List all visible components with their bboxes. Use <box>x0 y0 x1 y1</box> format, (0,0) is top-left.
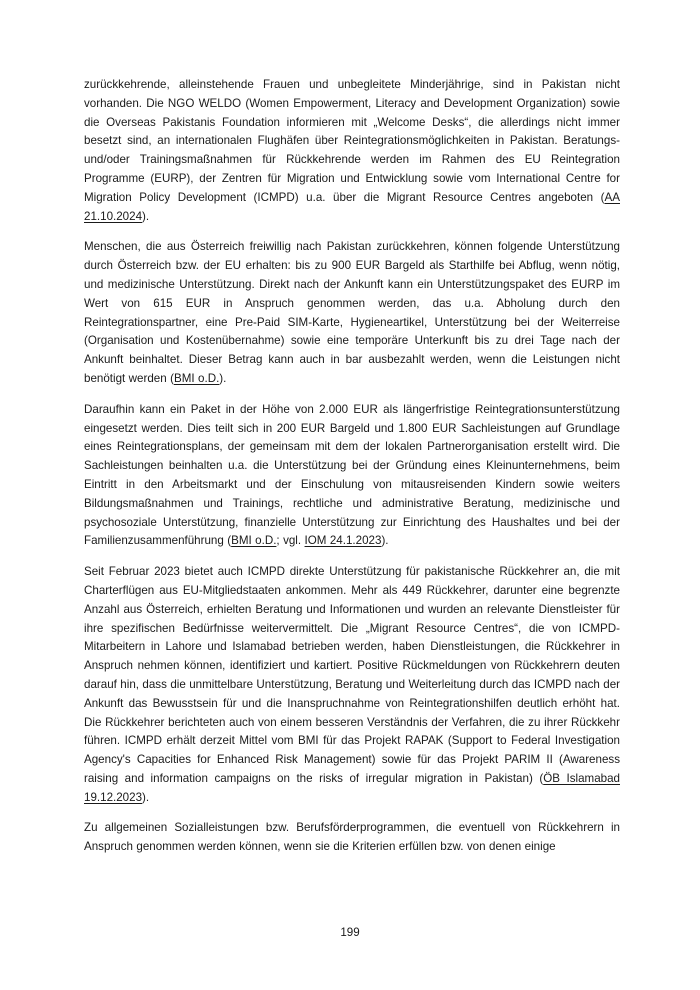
citation-link[interactable]: AA 21.10.2024 <box>84 190 620 223</box>
text-run: Menschen, die aus Österreich freiwillig nach Pakistan zurückkehren, können folgende Unterstützung durch Österreich bzw. der EU erhalten: bis zu 900 EUR Bargeld als Starthilfe bei Abflug, wenn nötig, und medizinische Unterstützung. Direkt nach der Ankunft kann ein Unterstützungspaket des EURP im Wert von 615 EUR in Anspruch genommen werden, das u.a. Abholung durch den Reintegrationspartner, eine Pre-Paid SIM-Karte, Hygieneartikel, Unterstützung bei der Weiterreise (Organisation und Kostenübernahme) sowie eine temporäre Unterkunft bis zu drei Tage nach der Ankunft beinhaltet. Dieser Betrag kann auch in bar ausbezahlt werden, wenn die Leistungen nicht benötigt werden ( <box>84 240 620 385</box>
page-body <box>84 76 620 869</box>
text-run: Daraufhin kann ein Paket in der Höhe von 2.000 EUR als längerfristige Reintegrationsunterstützung eingesetzt werden. Dies teilt sich in 200 EUR Bargeld und 1.800 EUR Sachleistungen auf Grundlage eines Reintegrationsplans, der gemeinsam mit dem der lokalen Partnerorganisation erstellt wird. Die Sachleistungen beinhalten u.a. die Unterstützung bei der Gründung eines Kleinunternehmens, beim Eintritt in den Arbeitsmarkt und der Einschulung von mitausreisenden Kindern sowie weiters Bildungsmaßnahmen und Trainings, rechtliche und administrative Beratung, medizinische und psychosoziale Unterstützung, finanzielle Unterstützung zur Einrichtung des Haushaltes und bei der Familienzusammenführung ( <box>84 402 620 548</box>
text-run: ). <box>381 534 389 548</box>
paragraph-2 <box>84 238 620 388</box>
paragraph-3 <box>84 401 620 551</box>
citation-link[interactable]: IOM 24.1.2023 <box>304 534 382 548</box>
paragraph-1 <box>84 76 620 226</box>
text-run: ; vgl. <box>276 534 305 548</box>
paragraph-4 <box>84 563 620 807</box>
page-number: 199 <box>340 926 360 939</box>
text-run: Zu allgemeinen Sozialleistungen bzw. Berufsförderprogrammen, die eventuell von Rückkehrern in Anspruch genommen werden können, wenn sie die Kriterien erfüllen bzw. von denen einige <box>84 821 620 854</box>
citation-link[interactable]: BMI o.D. <box>174 371 220 385</box>
text-run: ). <box>142 209 150 223</box>
text-run: ). <box>142 790 150 804</box>
text-run: zurückkehrende, alleinstehende Frauen und unbegleitete Minderjährige, sind in Pakistan nicht vorhanden. Die NGO WELDO (Women Empowerment, Literacy and Development Organization) sowie die Overseas Pakistanis Foundation informieren mit „Welcome Desks“, die allerdings nicht immer besetzt sind, an internationalen Flughäfen über Reintegrationsmöglichkeiten in Pakistan. Beratungs- und/oder Trainingsmaßnahmen für Rückkehrende werden im Rahmen des EU Reintegration Programme (EURP), der Zentren für Migration und Entwicklung sowie vom International Centre for Migration Policy Development (ICMPD) u.a. über die Migrant Resource Centres angeboten ( <box>84 78 620 204</box>
paragraph-5 <box>84 819 620 857</box>
citation-link[interactable]: BMI o.D. <box>231 534 277 548</box>
page-footer <box>0 926 700 939</box>
text-run: Seit Februar 2023 bietet auch ICMPD direkte Unterstützung für pakistanische Rückkehrer an, die mit Charterflügen aus EU-Mitgliedstaaten ankommen. Mehr als 449 Rückkehrer, darunter eine begrenzte Anzahl aus Österreich, erhielten Beratung und Informationen und wurden an relevante Dienstleister für ihre spezifischen Bedürfnisse weitervermittelt. Die „Migrant Resource Centres“, die von ICMPD-Mitarbeitern in Lahore und Islamabad betrieben werden, haben Dienstleistungen, die Rückkehrer in Anspruch nehmen können, identifiziert und kartiert. Positive Rückmeldungen von Rückkehrern deuten darauf hin, dass die unmittelbare Unterstützung, Beratung und Weiterleitung durch das ICMPD nach der Ankunft das Bewusstsein für und die Inanspruchnahme von Reintegrationshilfen deutlich erhöht hat. Die Rückkehrer berichteten auch von einem besseren Verständnis der Verfahren, die zu ihrer Rückkehr führen. ICMPD erhält derzeit Mittel vom BMI für das Projekt RAPAK (Support to Federal Investigation Agency's Capacities for Enhanced Risk Management) sowie für das Projekt PARIM II (Awareness raising and information campaigns on the risks of irregular migration in Pakistan) ( <box>84 565 620 785</box>
citation-link[interactable]: ÖB Islamabad 19.12.2023 <box>84 771 620 804</box>
text-run: ). <box>219 371 227 385</box>
